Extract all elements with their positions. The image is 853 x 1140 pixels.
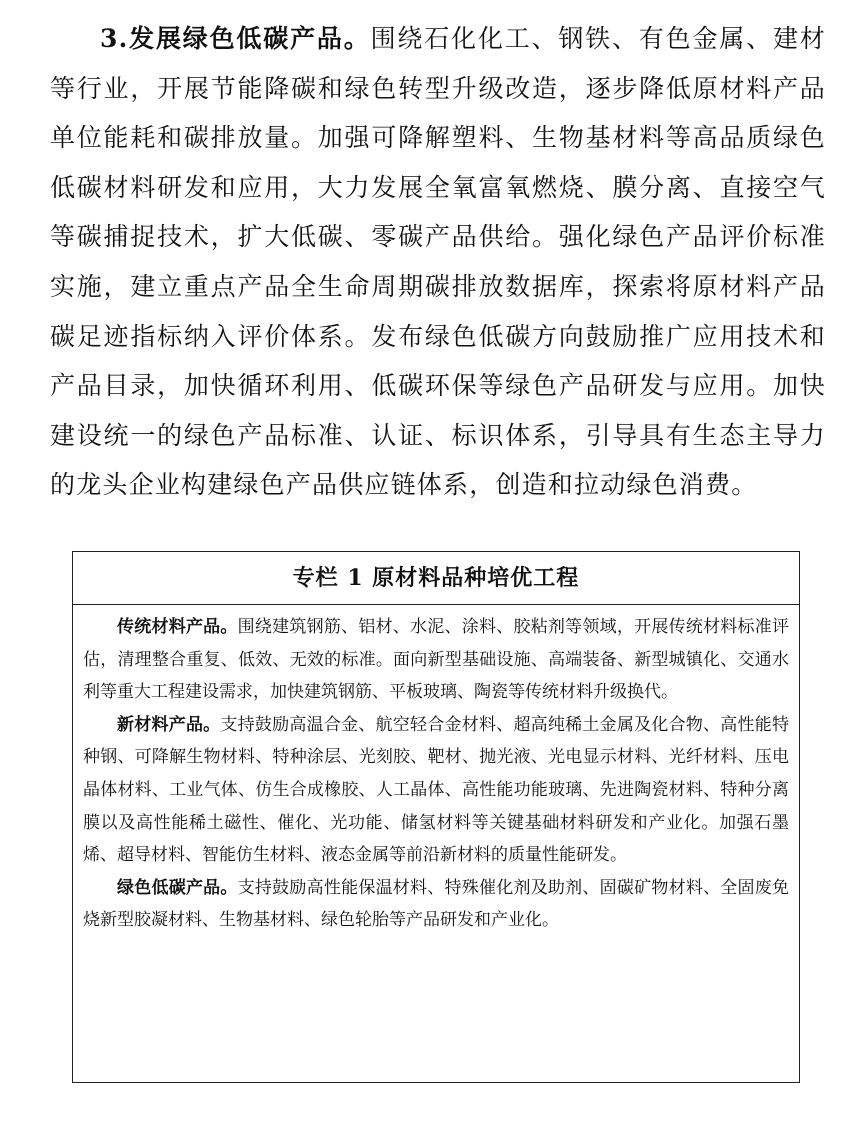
box-paragraph-text: 支持鼓励高温合金、航空轻合金材料、超高纯稀土金属及化合物、高性能特种钢、可降解生物材料、特种涂层、光刻胶、靶材、抛光液、光电显示材料、光纤材料、压电晶体材料、工业气体、仿生合成橡胶、人工晶体、高性能功能玻璃、先进陶瓷材料、特种分离膜以及高性能稀土磁性、催化、光功能、储氢材料等关键基础材料研发和产业化。加强石墨烯、超导材料、智能仿生材料、液态金属等前沿新材料的质量性能研发。 — [83, 714, 789, 866]
box-paragraph-text: 围绕建筑钢筋、铝材、水泥、涂料、胶粘剂等领域，开展传统材料标准评估，清理整合重复、低效、无效的标准。面向新型基础设施、高端装备、新型城镇化、交通水利等重大工程建设需求，加快建筑钢筋、平板玻璃、陶瓷等传统材料升级换代。 — [83, 617, 790, 703]
box-paragraph-text: 支持鼓励高性能保温材料、特殊催化剂及助剂、固碳矿物材料、全固废免烧新型胶凝材料、生物基材料、绿色轮胎等产品研发和产业化。 — [83, 877, 790, 931]
box-paragraph-green — [83, 872, 789, 937]
column-box-title: 专栏 1 原材料品种培优工程 — [73, 552, 799, 605]
box-paragraph-lead: 传统材料产品。 — [117, 617, 238, 637]
column-box — [72, 551, 800, 1083]
section-heading: 3.发展绿色低碳产品。 — [100, 24, 371, 53]
section-paragraph — [50, 14, 826, 510]
section-body: 围绕石化化工、钢铁、有色金属、建材等行业，开展节能降碳和绿色转型升级改造，逐步降低原材料产品单位能耗和碳排放量。加强可降解塑料、生物基材料等高品质绿色低碳材料研发和应用，大力发展全氧富氧燃烧、膜分离、直接空气等碳捕捉技术，扩大低碳、零碳产品供给。强化绿色产品评价标准实施，建立重点产品全生命周期碳排放数据库，探索将原材料产品碳足迹指标纳入评价体系。发布绿色低碳方向鼓励推广应用技术和产品目录，加快循环利用、低碳环保等绿色产品研发与应用。加快建设统一的绿色产品标准、认证、标识体系，引导具有生态主导力的龙头企业构建绿色产品供应链体系，创造和拉动绿色消费。 — [50, 24, 826, 500]
box-paragraph-lead: 新材料产品。 — [117, 714, 221, 735]
box-paragraph-traditional — [83, 611, 789, 709]
box-paragraph-new-materials — [83, 709, 789, 872]
box-paragraph-lead: 绿色低碳产品。 — [117, 877, 238, 898]
column-box-body — [73, 605, 799, 937]
